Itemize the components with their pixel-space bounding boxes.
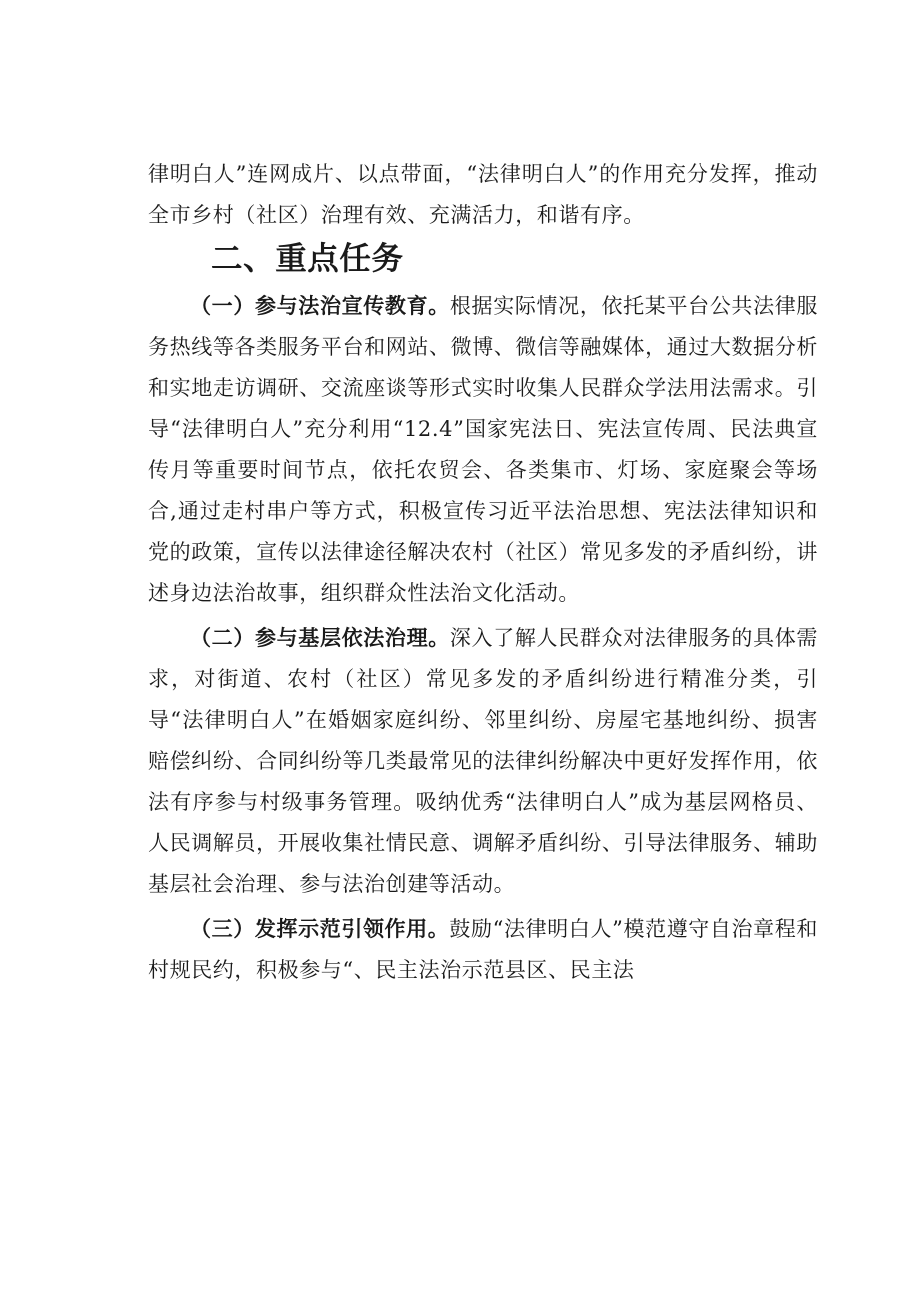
task-paragraph-1 xyxy=(148,286,818,614)
task-body-1: 根据实际情况，依托某平台公共法律服务热线等各类服务平台和网站、微博、微信等融媒体，通过大数据分析和实地走访调研、交流座谈等形式实时收集人民群众学法用法需求。引导“法律明白人”充分利用“12.4”国家宪法日、宪法宣传周、民法典宣传月等重要时间节点，依托农贸会、各类集市、灯场、家庭聚会等场合,通过走村串户等方式，积极宣传习近平法治思想、宪法法律知识和党的政策，宣传以法律途径解决农村（社区）常见多发的矛盾纠纷，讲述身边法治故事，组织群众性法治文化活动。 xyxy=(148,294,818,605)
task-body-2: 深入了解人民群众对法律服务的具体需求，对街道、农村（社区）常见多发的矛盾纠纷进行精准分类，引导“法律明白人”在婚姻家庭纠纷、邻里纠纷、房屋宅基地纠纷、损害赔偿纠纷、合同纠纷等几类最常见的法律纠纷解决中更好发挥作用，依法有序参与村级事务管理。吸纳优秀“法律明白人”成为基层网格员、人民调解员，开展收集社情民意、调解矛盾纠纷、引导法律服务、辅助基层社会治理、参与法治创建等活动。 xyxy=(148,626,818,896)
task-title-3: （三）发挥示范引领作用。 xyxy=(190,917,450,941)
section-heading: 二、重点任务 xyxy=(211,241,404,277)
task-paragraph-3 xyxy=(148,909,818,991)
continuation-paragraph: 律明白人”连网成片、以点带面，“法律明白人”的作用充分发挥，推动全市乡村（社区）治理有效、充满活力，和谐有序。 xyxy=(148,162,818,227)
task-title-2: （二）参与基层依法治理。 xyxy=(190,626,450,650)
task-paragraph-2 xyxy=(148,618,818,905)
task-body-3: 鼓励“法律明白人”模范遵守自治章程和村规民约，积极参与“、民主法治示范县区、民主法 xyxy=(148,917,818,982)
task-title-1: （一）参与法治宣传教育。 xyxy=(190,294,450,318)
document-body xyxy=(148,154,818,991)
